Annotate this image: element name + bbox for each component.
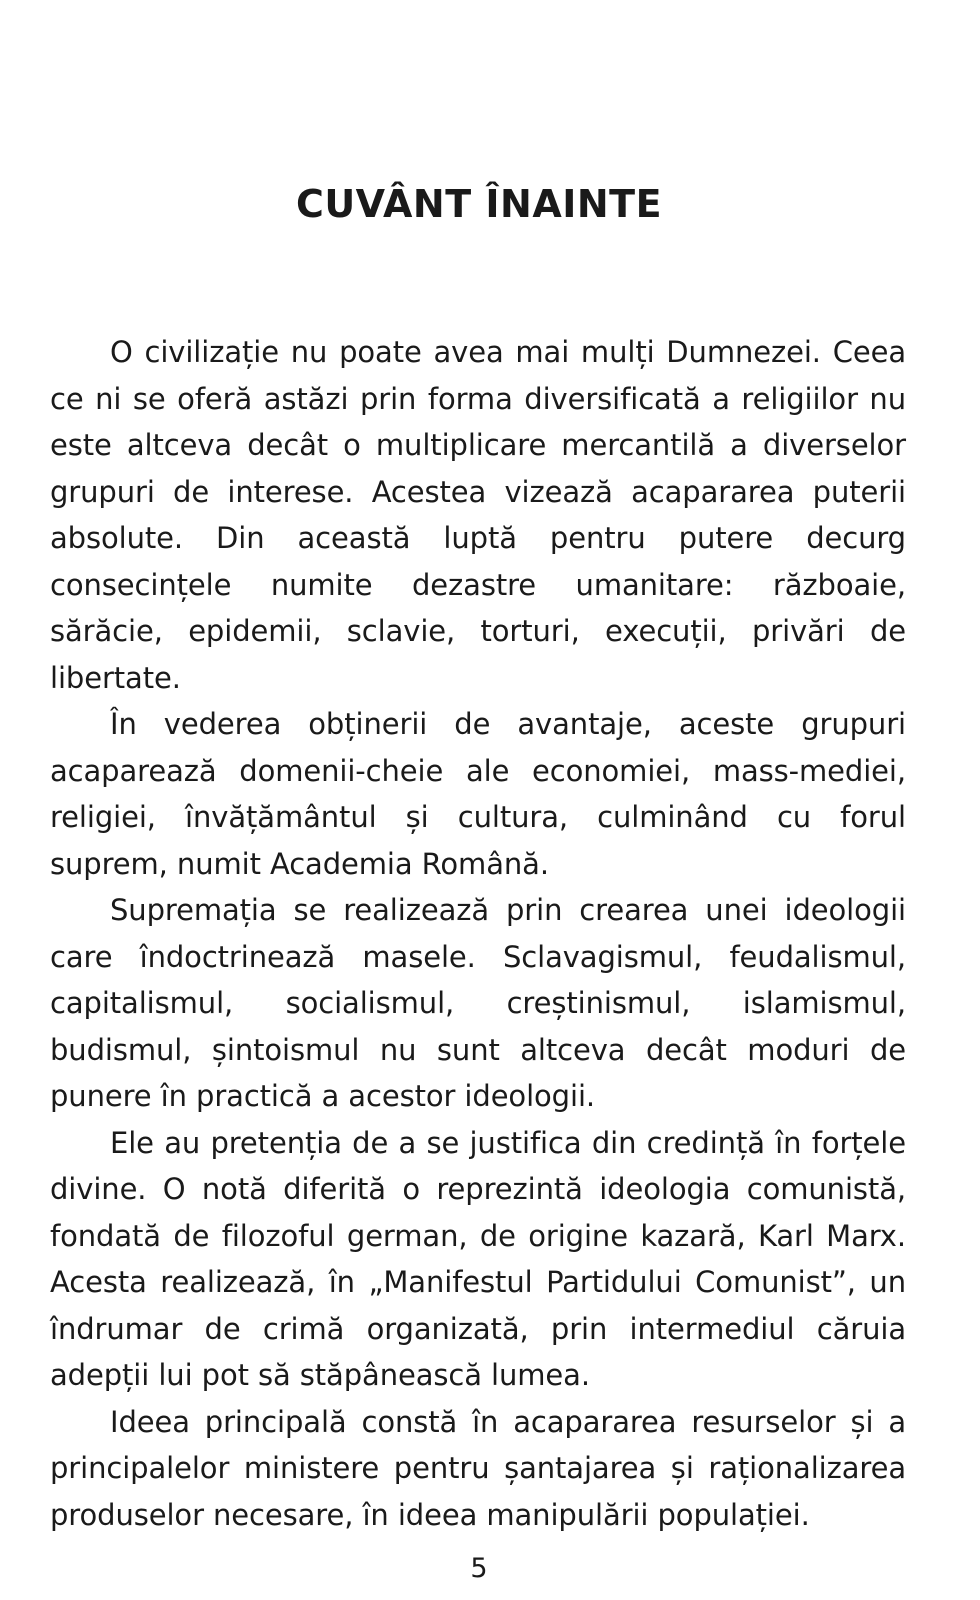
paragraph: Ele au pretenția de a se justifica din credință în forțele divine. O notă diferită o reprezintă ideologia comunistă, fondată de filozoful german, de origine kazară, Karl Marx. Acesta realizează, în „Manifestul Partidului Comunist”, un îndrumar de crimă organizată, prin intermediul căruia adepții lui pot să stăpânească lumea.: [50, 1125, 906, 1392]
body-text: [50, 329, 906, 1538]
paragraph: Ideea principală constă în acapararea resurselor și a principalelor ministere pentru șantajarea și raționalizarea produselor necesare, în ideea manipulării populației.: [50, 1404, 906, 1532]
paragraph: O civilizație nu poate avea mai mulți Dumnezei. Ceea ce ni se oferă astăzi prin forma diversificată a religiilor nu este altceva decât o multiplicare mercantilă a diverselor grupuri de interese. Acestea vizează acapararea puterii absolute. Din această luptă pentru putere decurg consecințele numite dezastre umanitare: războaie, sărăcie, epidemii, sclavie, torturi, execuții, privări de libertate.: [50, 335, 906, 695]
chapter-title: CUVÂNT ÎNAINTE: [295, 182, 663, 226]
paragraph: În vederea obținerii de avantaje, aceste grupuri acaparează domenii-cheie ale economiei, mass-mediei, religiei, învățământul și cultura, culminând cu forul suprem, numit Academia Română.: [50, 707, 906, 881]
paragraph: Supremația se realizează prin crearea unei ideologii care îndoctrinează masele. Sclavagismul, feudalismul, capitalismul, socialismul, creștinismul, islamismul, budismul, șintoismul nu sunt altceva decât moduri de punere în practică a acestor ideologii.: [50, 893, 906, 1113]
page-number: 5: [470, 1553, 488, 1584]
